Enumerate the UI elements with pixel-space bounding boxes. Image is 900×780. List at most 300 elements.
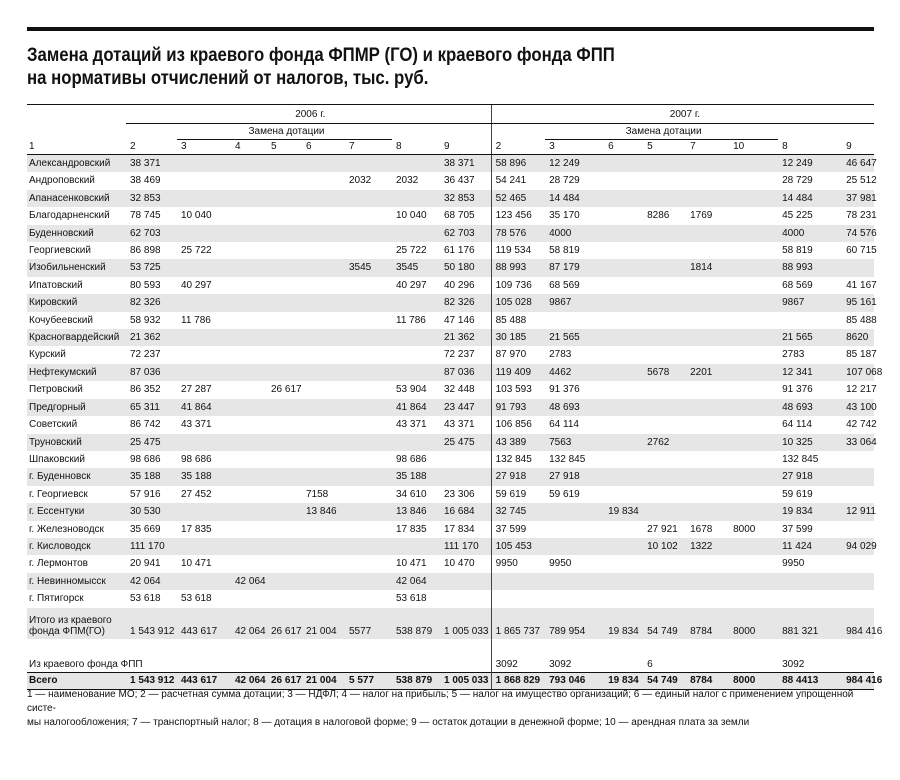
table-cell — [302, 521, 345, 538]
table-cell — [345, 242, 392, 259]
table-row — [27, 486, 874, 503]
row-label: Курский — [29, 349, 66, 361]
table-cell — [604, 521, 643, 538]
table-cell: 5678 — [643, 364, 686, 381]
table-cell: 132 845 — [782, 453, 819, 465]
table-cell: 8784 — [686, 672, 729, 689]
table-cell — [643, 451, 686, 468]
table-cell — [440, 590, 491, 607]
table-cell: 1322 — [686, 538, 729, 555]
row-label: Предгорный — [27, 399, 126, 416]
table-cell: 62 703 — [126, 225, 177, 242]
table-cell: 85 187 — [846, 349, 877, 361]
table-cell: 1814 — [686, 259, 729, 276]
table-cell: 10 040 — [181, 210, 212, 222]
table-cell: 42 064 — [231, 608, 267, 639]
data-table — [27, 104, 883, 690]
table-cell — [345, 346, 392, 363]
table-cell — [267, 172, 302, 189]
table-row — [27, 521, 874, 538]
table-cell — [231, 190, 267, 207]
table-cell: 35 669 — [130, 523, 161, 535]
row-label: Красногвардейский — [27, 329, 126, 346]
table-cell — [345, 521, 392, 538]
table-row — [27, 573, 874, 590]
table-cell: 9867 — [545, 294, 604, 311]
table-cell: 7158 — [306, 488, 329, 500]
table-cell: 86 352 — [130, 384, 161, 396]
row-label: Итого из краевого фонда ФПМ(ГО) — [27, 608, 126, 639]
table-cell: 53 618 — [181, 593, 212, 605]
table-cell — [302, 277, 345, 294]
table-cell — [729, 242, 778, 259]
substitution-2007-header: Замена дотации — [545, 124, 778, 140]
table-cell — [267, 416, 302, 433]
table-cell: 17 835 — [181, 523, 212, 535]
table-cell: 68 705 — [444, 210, 475, 222]
table-cell: 9950 — [491, 555, 545, 572]
table-cell — [177, 190, 231, 207]
table-cell: 62 703 — [440, 225, 491, 242]
table-row — [27, 590, 874, 607]
table-cell: 9867 — [778, 294, 842, 311]
table-cell: 13 846 — [392, 503, 440, 520]
table-cell: 23 306 — [444, 488, 475, 500]
table-cell — [643, 573, 686, 590]
table-cell — [491, 573, 545, 590]
table-cell: 78 231 — [846, 210, 877, 222]
table-cell — [177, 259, 231, 276]
table-cell — [729, 190, 778, 207]
table-cell — [686, 416, 729, 433]
row-label: Советский — [29, 419, 78, 431]
table-cell — [643, 468, 686, 485]
table-row — [27, 172, 874, 189]
table-cell: 27 918 — [545, 468, 604, 485]
table-cell — [231, 277, 267, 294]
table-cell — [231, 486, 267, 503]
table-cell — [643, 329, 686, 346]
table-cell: 88 993 — [778, 259, 842, 276]
table-cell — [643, 381, 686, 398]
table-cell: 19 834 — [604, 608, 643, 639]
table-cell: 119 409 — [491, 364, 545, 381]
table-cell: 26 617 — [271, 384, 302, 396]
table-cell: 789 954 — [545, 608, 604, 639]
table-cell: 132 845 — [549, 453, 586, 465]
table-cell — [729, 172, 778, 189]
year-header-row — [27, 105, 874, 124]
table-cell — [440, 639, 491, 673]
table-cell: 5577 — [345, 608, 392, 639]
table-cell — [177, 155, 231, 173]
row-label: Петровский — [29, 384, 83, 396]
row-label: г. Железноводск — [29, 523, 104, 535]
table-cell: 87 036 — [440, 364, 491, 381]
table-row — [27, 555, 874, 572]
table-row — [27, 190, 874, 207]
table-cell — [392, 225, 440, 242]
row-label: Кочубеевский — [29, 314, 93, 326]
table-cell — [177, 573, 231, 590]
table-cell — [345, 190, 392, 207]
table-cell: 1 005 033 — [440, 608, 491, 639]
table-cell: 65 311 — [126, 399, 177, 416]
footnote — [27, 688, 877, 730]
table-cell — [778, 590, 842, 607]
table-cell: 48 693 — [545, 399, 604, 416]
table-cell: 105 453 — [491, 538, 545, 555]
table-cell: 40 297 — [181, 279, 212, 291]
table-cell — [729, 486, 778, 503]
table-cell: 43 100 — [842, 399, 874, 416]
table-cell — [729, 399, 778, 416]
table-cell: 54 749 — [643, 672, 686, 689]
table-cell — [686, 294, 729, 311]
table-cell: 3092 — [549, 658, 572, 670]
table-cell — [302, 538, 345, 555]
table-cell: 123 456 — [491, 207, 545, 224]
table-cell: 68 569 — [782, 279, 813, 291]
table-cell — [345, 503, 392, 520]
table-cell: 8286 — [647, 210, 670, 222]
table-cell — [842, 590, 874, 607]
table-cell — [267, 555, 302, 572]
table-cell — [302, 381, 345, 398]
table-cell: 35 188 — [126, 468, 177, 485]
table-cell: 4000 — [545, 225, 604, 242]
table-cell: 32 448 — [444, 384, 475, 396]
row-label: Ипатовский — [29, 279, 83, 291]
table-cell: 7563 — [545, 434, 604, 451]
table-cell: 88 993 — [491, 259, 545, 276]
table-cell: 87 970 — [491, 346, 545, 363]
table-cell — [177, 503, 231, 520]
table-cell — [729, 225, 778, 242]
table-cell — [392, 639, 440, 673]
table-cell — [643, 155, 686, 173]
table-cell: 43 371 — [444, 419, 475, 431]
row-label: Андроповский — [29, 175, 95, 187]
table-cell — [729, 503, 778, 520]
table-cell: 28 729 — [782, 175, 813, 187]
column-number: 9 — [842, 140, 874, 155]
table-row — [27, 329, 874, 346]
column-number: 3 — [545, 140, 604, 155]
table-cell — [267, 399, 302, 416]
table-cell: 25 475 — [440, 434, 491, 451]
table-cell: 53 904 — [396, 384, 427, 396]
table-cell: 11 424 — [778, 538, 842, 555]
table-cell — [842, 451, 874, 468]
table-cell — [177, 225, 231, 242]
table-cell: 86 898 — [130, 245, 161, 257]
page-title — [27, 44, 767, 90]
table-cell: 14 484 — [778, 190, 842, 207]
table-cell: 41 864 — [177, 399, 231, 416]
table-cell — [177, 538, 231, 555]
table-cell — [842, 639, 874, 673]
table-cell — [604, 590, 643, 607]
column-number: 6 — [302, 140, 345, 155]
table-cell — [729, 312, 778, 329]
table-cell — [267, 225, 302, 242]
table-cell — [267, 590, 302, 607]
table-cell: 57 916 — [130, 488, 161, 500]
table-cell — [729, 590, 778, 607]
table-cell — [604, 155, 643, 173]
table-cell — [686, 381, 729, 398]
column-number: 2 — [126, 140, 177, 155]
table-cell: 72 237 — [444, 349, 475, 361]
table-cell — [686, 225, 729, 242]
table-cell: 538 879 — [392, 672, 440, 689]
table-cell: 42 064 — [392, 573, 440, 590]
table-cell — [686, 172, 729, 189]
table-cell — [302, 225, 345, 242]
table-cell — [177, 329, 231, 346]
table-cell — [345, 294, 392, 311]
table-cell — [302, 468, 345, 485]
table-cell — [231, 381, 267, 398]
table-cell: 11 786 — [181, 314, 211, 326]
table-cell — [345, 364, 392, 381]
table-cell — [545, 312, 604, 329]
table-cell — [267, 277, 302, 294]
table-cell — [729, 207, 778, 224]
table-cell — [231, 503, 267, 520]
table-cell: 37 599 — [782, 523, 813, 535]
row-label: г. Георгиевск — [29, 488, 88, 500]
table-cell — [604, 364, 643, 381]
table-cell: 132 845 — [491, 451, 545, 468]
table-cell: 12 249 — [778, 155, 842, 173]
table-cell — [729, 346, 778, 363]
table-cell — [842, 555, 874, 572]
row-label: Буденновский — [27, 225, 126, 242]
table-cell: 28 729 — [549, 175, 580, 187]
table-cell — [729, 434, 778, 451]
table-cell — [345, 538, 392, 555]
table-cell — [686, 468, 729, 485]
table-cell: 27 921 — [647, 523, 678, 535]
table-row — [27, 468, 874, 485]
table-cell: 53 725 — [126, 259, 177, 276]
table-cell — [392, 294, 440, 311]
table-row — [27, 538, 874, 555]
table-cell — [729, 468, 778, 485]
table-cell: 88 4413 — [778, 672, 842, 689]
table-cell — [686, 155, 729, 173]
table-cell: 35 170 — [549, 210, 580, 222]
table-cell — [604, 555, 643, 572]
table-cell: 103 593 — [491, 381, 545, 398]
table-cell: 2032 — [396, 175, 419, 187]
table-cell: 25 475 — [126, 434, 177, 451]
table-cell: 35 188 — [392, 468, 440, 485]
table-cell — [302, 639, 345, 673]
column-number: 7 — [686, 140, 729, 155]
table-cell — [177, 294, 231, 311]
table-cell — [604, 312, 643, 329]
table-cell — [440, 573, 491, 590]
table-cell: 4462 — [545, 364, 604, 381]
table-cell — [604, 573, 643, 590]
table-cell — [643, 259, 686, 276]
table-cell: 984 416 — [842, 608, 874, 639]
table-cell — [604, 486, 643, 503]
table-cell: 46 647 — [842, 155, 874, 173]
table-cell: 42 742 — [846, 419, 877, 431]
table-cell: 12 341 — [778, 364, 842, 381]
table-cell: 8620 — [842, 329, 874, 346]
table-cell — [267, 329, 302, 346]
table-cell — [604, 381, 643, 398]
substitution-header-row — [27, 124, 874, 140]
table-cell — [686, 277, 729, 294]
table-cell — [842, 259, 874, 276]
table-cell: 25 722 — [396, 245, 427, 257]
table-cell — [545, 590, 604, 607]
table-cell — [686, 242, 729, 259]
table-cell — [729, 381, 778, 398]
table-cell: 38 371 — [440, 155, 491, 173]
table-cell: 58 819 — [782, 245, 813, 257]
table-cell — [267, 190, 302, 207]
table-cell — [345, 277, 392, 294]
table-cell: 45 225 — [782, 210, 813, 222]
table-cell — [643, 503, 686, 520]
table-cell — [177, 172, 231, 189]
substitution-2006-header: Замена дотации — [177, 124, 392, 140]
table-cell: 54 241 — [491, 172, 545, 189]
table-row — [27, 503, 874, 520]
table-cell — [267, 434, 302, 451]
table-cell — [778, 312, 842, 329]
table-cell — [231, 242, 267, 259]
table-cell — [345, 639, 392, 673]
table-cell: 94 029 — [842, 538, 874, 555]
table-body — [27, 155, 883, 690]
table-cell — [392, 346, 440, 363]
table-cell — [302, 329, 345, 346]
table-cell — [231, 555, 267, 572]
table-cell — [643, 225, 686, 242]
table-cell: 61 176 — [444, 245, 475, 257]
table-cell — [267, 521, 302, 538]
table-cell — [267, 364, 302, 381]
table-cell: 30 530 — [126, 503, 177, 520]
table-cell: 58 896 — [491, 155, 545, 173]
table-cell — [686, 503, 729, 520]
table-cell — [231, 364, 267, 381]
table-cell: 41 864 — [392, 399, 440, 416]
table-cell — [729, 416, 778, 433]
table-cell: 10 102 — [643, 538, 686, 555]
table-cell — [778, 573, 842, 590]
table-cell — [686, 555, 729, 572]
title-line-2: на нормативы отчислений от налогов, тыс. руб. — [27, 67, 429, 89]
table-cell — [302, 155, 345, 173]
table-cell: 1 543 912 — [126, 672, 177, 689]
table-cell: 43 371 — [396, 419, 427, 431]
table-cell — [231, 434, 267, 451]
table-cell: 23 447 — [440, 399, 491, 416]
table-row — [27, 259, 874, 276]
table-cell: 1769 — [690, 210, 713, 222]
table-cell: 984 416 — [842, 672, 874, 689]
row-label: Благодарненский — [29, 210, 110, 222]
table-cell — [643, 190, 686, 207]
table-cell: 107 068 — [842, 364, 874, 381]
table-cell — [392, 329, 440, 346]
table-cell: 35 188 — [177, 468, 231, 485]
row-label: Шпаковский — [29, 453, 85, 465]
table-cell — [729, 259, 778, 276]
fpp-row — [27, 639, 874, 673]
table-cell: 21 565 — [545, 329, 604, 346]
table-cell: 11 786 — [396, 314, 426, 326]
table-cell — [231, 521, 267, 538]
table-cell: 2032 — [349, 175, 372, 187]
table-cell: 3092 — [491, 639, 545, 673]
table-cell: 13 846 — [302, 503, 345, 520]
table-cell — [231, 538, 267, 555]
table-row — [27, 364, 874, 381]
table-row — [27, 225, 874, 242]
table-cell: 59 619 — [491, 486, 545, 503]
year-2007-header: 2007 г. — [491, 105, 874, 124]
table-cell — [345, 207, 392, 224]
table-cell: 82 326 — [440, 294, 491, 311]
table-cell: 58 932 — [130, 314, 161, 326]
table-row — [27, 399, 874, 416]
table-cell: 21 004 — [302, 608, 345, 639]
table-cell — [604, 434, 643, 451]
table-cell: 25 512 — [846, 175, 877, 187]
table-cell: 91 376 — [549, 384, 580, 396]
table-cell: 72 237 — [130, 349, 161, 361]
table-cell: 32 853 — [440, 190, 491, 207]
table-cell: 2783 — [549, 349, 572, 361]
table-cell: 43 371 — [181, 419, 212, 431]
table-cell: 9950 — [549, 558, 572, 570]
table-cell — [345, 312, 392, 329]
table-cell: 43 389 — [491, 434, 545, 451]
table-cell — [604, 399, 643, 416]
table-cell — [231, 329, 267, 346]
column-number: 9 — [440, 140, 491, 155]
table-cell: 21 362 — [440, 329, 491, 346]
table-cell: 111 170 — [440, 538, 491, 555]
table-cell — [643, 277, 686, 294]
table-cell — [345, 451, 392, 468]
table-cell: 86 742 — [130, 419, 161, 431]
table-cell: 80 593 — [130, 279, 161, 291]
table-cell — [729, 639, 778, 673]
table-cell: 21 004 — [302, 672, 345, 689]
table-cell: 1678 — [690, 523, 713, 535]
table-cell: 27 918 — [491, 468, 545, 485]
table-cell: 52 465 — [491, 190, 545, 207]
table-cell — [267, 468, 302, 485]
table-cell — [686, 190, 729, 207]
table-cell — [345, 399, 392, 416]
table-cell: 14 484 — [545, 190, 604, 207]
table-cell — [643, 294, 686, 311]
table-cell: 12 249 — [545, 155, 604, 173]
table-cell — [345, 225, 392, 242]
